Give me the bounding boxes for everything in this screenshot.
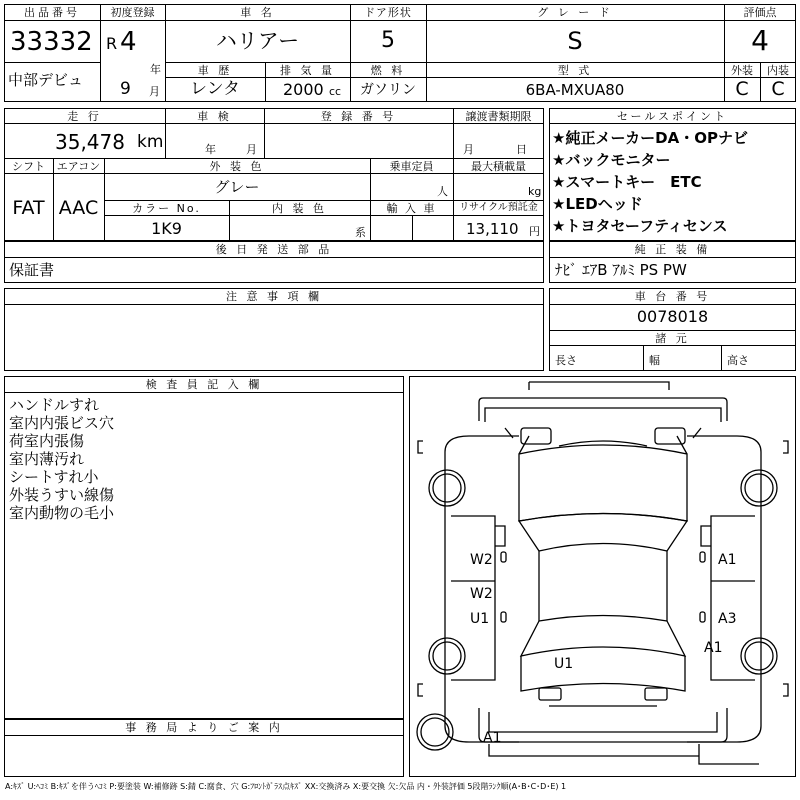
lot-number: 33332 — [10, 27, 93, 57]
displacement-label: 排 気 量 — [280, 64, 335, 77]
registration-month: 9 — [120, 79, 131, 99]
office-label: 事 務 局 よ り ご 案 内 — [125, 721, 283, 734]
fuel: ガソリン — [360, 82, 416, 98]
max-load-unit: kg — [528, 185, 542, 198]
damage-mark-u1-rear: U1 — [554, 656, 574, 672]
capacity-label: 乗車定員 — [389, 160, 434, 173]
first-registration-label: 初度登録 — [110, 6, 155, 19]
exterior-grade: C — [735, 78, 749, 100]
year-unit: 年 — [150, 63, 161, 76]
model-label: 型 式 — [557, 64, 593, 77]
door-type: 5 — [381, 28, 395, 53]
inspector-label: 検 査 員 記 入 欄 — [145, 378, 263, 391]
sales-point-item: ★スマートキー ETC — [552, 173, 702, 191]
chassis-number: 0078018 — [636, 307, 709, 326]
venue-label: 中部デビュ — [8, 71, 84, 89]
color-number: 1K9 — [151, 219, 182, 238]
shift: FAT — [12, 197, 45, 219]
displacement-unit: cc — [329, 85, 342, 98]
inspector-note: 荷室内張傷 — [9, 432, 85, 450]
recycle-fee: 13,110 — [466, 220, 519, 238]
car-name: ハリアー — [215, 29, 300, 53]
interior-color-label: 内 装 色 — [272, 202, 327, 215]
lot-number-label: 出品番号 — [24, 6, 80, 19]
damage-mark-a1-right-rear: A1 — [704, 640, 723, 656]
inspector-notes-list — [9, 396, 114, 522]
shift-label: シフト — [12, 160, 45, 173]
sales-point-item: ★バックモニター — [552, 151, 671, 169]
damage-mark-u1-left: U1 — [470, 611, 490, 627]
later-parts-label: 後 日 発 送 部 品 — [215, 243, 333, 256]
score: 4 — [751, 24, 769, 57]
car-diagram — [409, 376, 796, 777]
damage-mark-a1-right: A1 — [718, 552, 737, 568]
exterior-color-label: 外 装 色 — [209, 160, 265, 173]
score-label: 評価点 — [743, 6, 777, 19]
interior-color-unit: 系 — [355, 226, 366, 239]
capacity-unit: 人 — [437, 185, 448, 198]
chassis-number-label: 車 台 番 号 — [634, 290, 711, 303]
import-label: 輸 入 車 — [386, 202, 437, 215]
mileage: 35,478 — [55, 130, 125, 154]
interior-label: 内装 — [767, 64, 789, 77]
spec-section — [4, 108, 544, 241]
length-label: 長さ — [555, 354, 577, 367]
sales-point-item: ★トヨタセーフティセンス — [552, 217, 728, 235]
height-label: 高さ — [727, 354, 749, 367]
inspector-note: 室内内張ビス穴 — [9, 414, 115, 432]
sales-points-list — [552, 127, 748, 237]
later-parts-value: 保証書 — [9, 261, 55, 279]
interior-grade: C — [771, 78, 785, 100]
recycle-unit: 円 — [529, 225, 540, 238]
grade: S — [567, 27, 583, 55]
dimensions-label: 諸 元 — [655, 332, 690, 345]
sales-point-item: ★純正メーカーDA・OPナビ — [552, 129, 748, 147]
mileage-label: 走 行 — [67, 110, 102, 123]
inspection-year-unit: 年 — [205, 143, 216, 156]
month-unit: 月 — [149, 85, 160, 98]
inspector-note: 室内薄汚れ — [9, 450, 85, 468]
registration-year: 4 — [120, 27, 137, 57]
door-type-label: ドア形状 — [364, 6, 412, 19]
equipment-label: 純 正 装 備 — [634, 243, 711, 256]
notes-label: 注 意 事 項 欄 — [226, 290, 322, 303]
model-code: 6BA-MXUA80 — [525, 81, 625, 99]
inspection-label: 車 検 — [197, 110, 232, 123]
exterior-color: グレー — [214, 178, 260, 196]
inspector-note: ハンドルすれ — [9, 396, 100, 414]
damage-mark-w2-left-rear: W2 — [470, 586, 493, 602]
fuel-label: 燃 料 — [370, 64, 406, 77]
inspection-month-unit: 月 — [246, 143, 257, 156]
color-number-label: カラー No. — [132, 202, 201, 215]
inspector-note: 室内動物の毛小 — [9, 504, 115, 522]
sales-point-item: ★LEDヘッド — [552, 195, 643, 213]
max-load-label: 最大積載量 — [471, 160, 526, 173]
aircon-label: エアコン — [56, 160, 101, 173]
grade-label: グ レ ー ド — [537, 6, 613, 19]
inspector-note: 外装うすい線傷 — [9, 486, 115, 504]
mileage-unit: km — [137, 132, 164, 152]
legend-text: A:ｷｽﾞ U:ﾍｺﾐ B:ｷｽﾞを伴うﾍｺﾐ P:要塗装 W:補修跡 S:錆 C:腐食、穴 G:ﾌﾛﾝﾄｶﾞﾗｽ点ｷｽﾞ XX:交換済み X:要交換 欠:欠品 内・外装評価 5段階ﾗﾝｸ順(A･B･C･D･E) 1 — [5, 782, 567, 791]
history-label: 車 歴 — [197, 64, 233, 77]
transfer-day-unit: 日 — [516, 143, 527, 156]
recycle-label: リサイクル預託金 — [459, 202, 538, 213]
history: レンタ — [190, 79, 240, 99]
registration-number-label: 登 録 番 号 — [320, 110, 397, 123]
displacement: 2000 — [283, 80, 324, 99]
aircon: AAC — [58, 197, 99, 219]
damage-mark-a3-right: A3 — [718, 611, 737, 627]
sales-points-label: セールスポイント — [616, 110, 728, 123]
era-label: R — [106, 34, 118, 53]
inspector-note: シートすれ小 — [9, 468, 99, 486]
exterior-label: 外装 — [731, 64, 753, 77]
width-label: 幅 — [649, 354, 660, 367]
transfer-month-unit: 月 — [463, 143, 474, 156]
equipment-value: ﾅﾋﾞ ｴｱB ｱﾙﾐ PS PW — [555, 261, 687, 279]
transfer-deadline-label: 譲渡書類期限 — [465, 110, 532, 123]
damage-mark-a1-rear-bumper: A1 — [483, 730, 502, 746]
car-name-label: 車 名 — [240, 6, 275, 19]
damage-mark-w2-left: W2 — [470, 552, 493, 568]
